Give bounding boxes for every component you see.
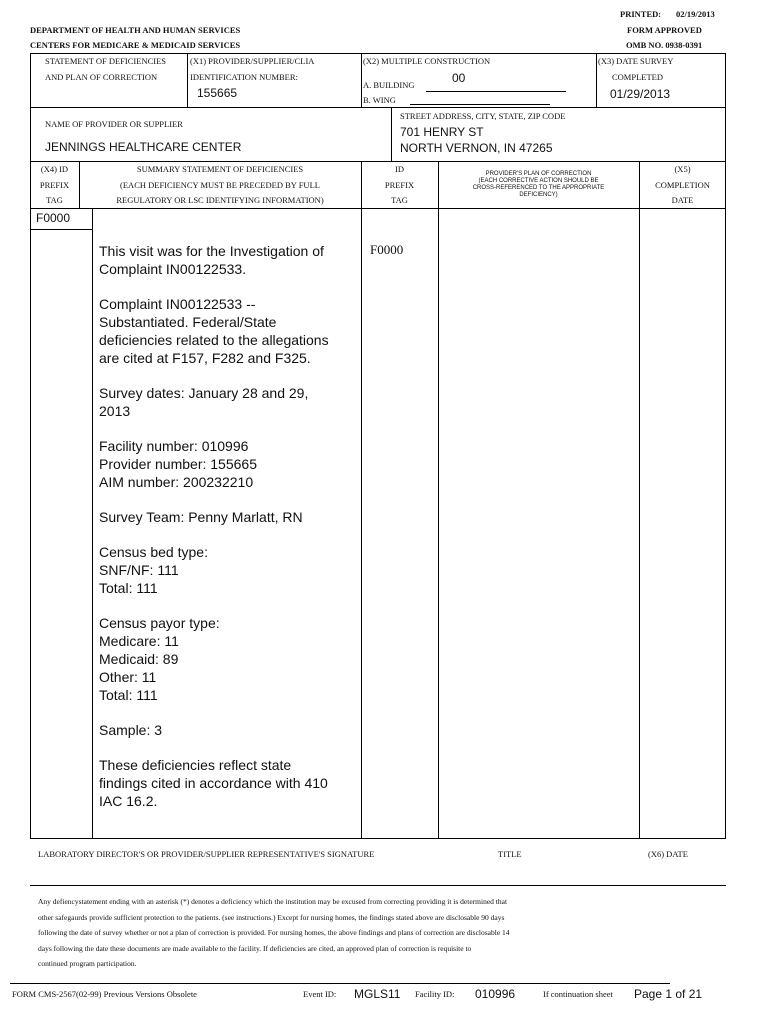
id-label: ID: [395, 164, 404, 174]
printed-date: 02/19/2013: [676, 9, 715, 19]
cms-title: CENTERS FOR MEDICARE & MEDICAID SERVICES: [30, 40, 241, 50]
continuation-label: If continuation sheet: [543, 989, 613, 999]
facility-id-value: 010996: [475, 987, 516, 1001]
summary-line: deficiencies related to the allegations: [99, 332, 329, 348]
page-number: Page 1 of 21: [634, 987, 703, 1001]
director-signature-label: LABORATORY DIRECTOR'S OR PROVIDER/SUPPLIER REPRESENTATIVE'S SIGNATURE: [38, 849, 375, 859]
x5-completion-label: COMPLETION: [655, 180, 710, 190]
summary-label: SUMMARY STATEMENT OF DEFICIENCIES: [136, 164, 304, 174]
summary-note: (EACH DEFICIENCY MUST BE PRECEDED BY FULL: [120, 180, 320, 190]
summary-paragraph: [99, 437, 357, 491]
statement-label: STATEMENT OF DEFICIENCIES: [45, 56, 167, 66]
summary-paragraph: [99, 242, 357, 278]
summary-line: Complaint IN00122533.: [99, 261, 247, 277]
summary-line: Survey dates: January 28 and 29,: [99, 385, 309, 401]
dept-title: DEPARTMENT OF HEALTH AND HUMAN SERVICES: [30, 25, 241, 35]
summary-paragraph: [99, 756, 357, 810]
prefix-tag: F0000: [36, 211, 71, 225]
id-prefix-label: PREFIX: [384, 180, 415, 190]
address-label: STREET ADDRESS, CITY, STATE, ZIP CODE: [400, 111, 566, 121]
summary-line: Medicare: 11: [99, 633, 179, 649]
x6-date-label: (X6) DATE: [648, 849, 688, 859]
form-id: FORM CMS-2567(02-99) Previous Versions Obsolete: [12, 989, 197, 999]
wing-label: B. WING: [363, 95, 396, 105]
summary-line: Complaint IN00122533 --: [99, 296, 256, 312]
summary-line: SNF/NF: 111: [99, 562, 179, 578]
summary-line: This visit was for the Investigation of: [99, 243, 324, 259]
x4-prefix-label: PREFIX: [39, 180, 70, 190]
x5-label: (X5): [674, 164, 691, 174]
summary-line: Medicaid: 89: [99, 651, 179, 667]
x5-date-label: DATE: [671, 195, 694, 205]
summary-line: Census bed type:: [99, 544, 208, 560]
summary-line: are cited at F157, F282 and F325.: [99, 350, 311, 366]
address-city: NORTH VERNON, IN 47265: [400, 141, 553, 155]
summary-line: Substantiated. Federal/State: [99, 314, 277, 330]
summary-paragraph: [99, 543, 357, 597]
building-value: 00: [452, 71, 466, 85]
summary-text: [99, 242, 357, 827]
summary-paragraph: [99, 384, 357, 420]
summary-line: Total: 111: [99, 580, 158, 596]
summary-line: Total: 111: [99, 687, 158, 703]
summary-line: 2013: [99, 403, 131, 419]
x1-label: (X1) PROVIDER/SUPPLIER/CLIA: [190, 56, 315, 66]
summary-line: Sample: 3: [99, 722, 163, 738]
omb-number: OMB NO. 0938-0391: [626, 40, 703, 50]
x2-label: (X2) MULTIPLE CONSTRUCTION: [363, 56, 491, 66]
summary-line: Facility number: 010996: [99, 438, 249, 454]
x4-tag-label: TAG: [46, 195, 63, 205]
provider-id-value: 155665: [197, 86, 238, 100]
summary-line: findings cited in accordance with 410: [99, 775, 328, 791]
summary-paragraph: [99, 614, 357, 704]
event-id-value: MGLS11: [354, 987, 401, 1001]
summary-paragraph: [99, 721, 357, 739]
id-tag-label: TAG: [391, 195, 408, 205]
x1-label2: IDENTIFICATION NUMBER:: [190, 72, 298, 82]
summary-line: IAC 16.2.: [99, 793, 158, 809]
form-approved: FORM APPROVED: [627, 25, 702, 35]
id-tag: F0000: [370, 242, 404, 257]
summary-line: AIM number: 200232210: [99, 474, 254, 490]
summary-line: Provider number: 155665: [99, 456, 257, 472]
summary-note2: REGULATORY OR LSC IDENTIFYING INFORMATION): [116, 195, 324, 205]
plan-correction-label: AND PLAN OF CORRECTION: [45, 72, 158, 82]
plan-correction-header: PROVIDER'S PLAN OF CORRECTION (EACH CORRECTIVE ACTION SHOULD BE CROSS-REFERENCED TO THE APPROPRIATE DEFICIENCY): [472, 171, 605, 198]
footnote: Any defiencystatement ending with an asterisk (*) denotes a deficiency which the institution may be excused from correcting providing it is determined that other safegaurds provide sufficient protection to the patients. (see instructions.) Except for nursing homes, the findings stated above are disclosable 90 days following the date of survey whether or not a plan of correction is provided. For nursing homes, the above findings and plans of correction are disclosable 14 days following the date these documents are made available to the facility. If deficiencies are cited, an approved plan of correction is requisite to continued program participation.: [38, 897, 510, 968]
summary-line: Census payor type:: [99, 615, 220, 631]
summary-paragraph: [99, 295, 357, 367]
summary-line: These deficiencies reflect state: [99, 757, 292, 773]
survey-date-value: 01/29/2013: [610, 87, 671, 101]
x3-label2: COMPLETED: [612, 72, 663, 82]
x4-id-label: (X4) ID: [40, 164, 69, 174]
provider-name-label: NAME OF PROVIDER OR SUPPLIER: [45, 119, 183, 129]
provider-name-value: JENNINGS HEALTHCARE CENTER: [45, 140, 242, 154]
address-street: 701 HENRY ST: [400, 125, 484, 139]
summary-paragraph: [99, 508, 357, 526]
event-id-label: Event ID:: [303, 989, 337, 999]
summary-line: Survey Team: Penny Marlatt, RN: [99, 509, 303, 525]
facility-id-label: Facility ID:: [415, 989, 455, 999]
x3-label: (X3) DATE SURVEY: [598, 56, 674, 66]
printed-label: PRINTED:: [620, 9, 662, 19]
summary-line: Other: 11: [99, 669, 157, 685]
building-label: A. BUILDING: [363, 80, 415, 90]
title-label: TITLE: [498, 849, 522, 859]
